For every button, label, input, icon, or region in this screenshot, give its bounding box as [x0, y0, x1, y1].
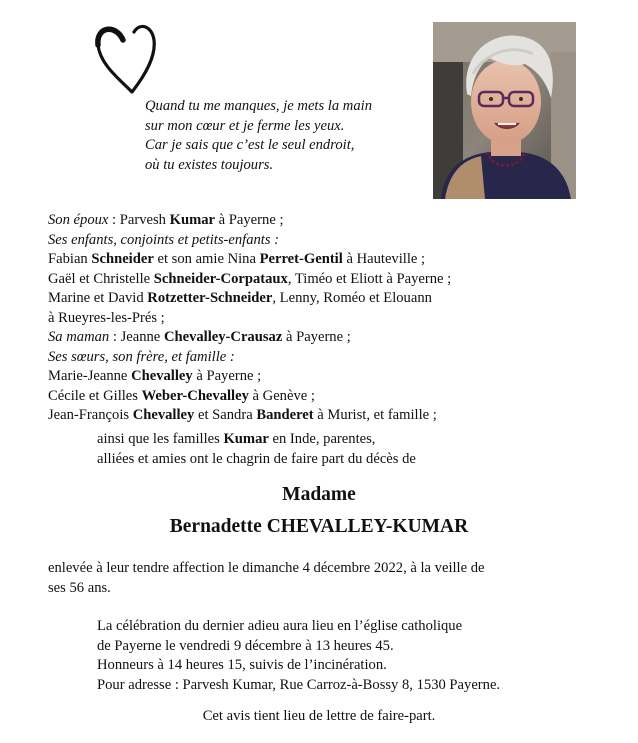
poem-line: Quand tu me manques, je mets la main [145, 98, 372, 114]
surname: Schneider-Corpataux [153, 270, 288, 287]
surname: Perret-Gentil [259, 251, 343, 267]
family-line [48, 270, 451, 290]
text: à Murist, et famille ; [313, 407, 437, 423]
deceased-name: Bernadette CHEVALLEY-KUMAR [169, 516, 469, 537]
ceremony-line: Honneurs à 14 heures 15, suivis de l’incinération. [97, 657, 387, 673]
text: et Sandra [194, 407, 257, 423]
surname: Chevalley [131, 368, 193, 384]
text: à Genève ; [248, 387, 315, 404]
family-line: à Rueyres-les-Prés ; [48, 309, 165, 326]
ceremony-line: Pour adresse : Parvesh Kumar, Rue Carroz-à-Bossy 8, 1530 Payerne. [97, 676, 501, 693]
text: ainsi que les familles [97, 431, 224, 447]
family-line [48, 387, 451, 407]
text: et son amie Nina [153, 251, 260, 267]
text: Marine et David [48, 290, 148, 306]
surname: Rotzetter-Schneider [147, 290, 273, 306]
ceremony-line: de Payerne le vendredi 9 décembre à 13 heures 45. [97, 637, 394, 654]
text: à Payerne ; [215, 212, 284, 228]
family-line-mother [48, 328, 451, 348]
family-line [48, 406, 451, 426]
family-line-siblings-heading: Ses sœurs, son frère, et famille : [48, 348, 235, 365]
text: , Timéo et Eliott à Payerne ; [287, 270, 452, 287]
text: Jean-François [48, 407, 133, 423]
surname: Kumar [169, 212, 216, 228]
text: : Jeanne [109, 329, 164, 345]
text: , Lenny, Roméo et Elouann [272, 290, 432, 306]
family-line [48, 367, 451, 387]
family-line-spouse [48, 211, 451, 231]
surname: Banderet [256, 407, 314, 423]
text: Marie-Jeanne [48, 368, 132, 384]
text: Gaël et Christelle [48, 270, 154, 287]
closing-note: Cet avis tient lieu de lettre de faire-part. [202, 708, 436, 724]
surname: Kumar [223, 431, 269, 447]
poem-line: sur mon cœur et je ferme les yeux. [145, 117, 345, 134]
poem [145, 97, 372, 175]
ceremony-paragraph [97, 617, 500, 695]
poem-line: Car je sais que c’est le seul endroit, [145, 137, 355, 153]
poem-line: où tu existes toujours. [145, 156, 274, 173]
text: Fabian [48, 251, 92, 267]
death-line: ses 56 ans. [48, 579, 111, 596]
heart-icon [92, 20, 158, 94]
family-line-children-heading: Ses enfants, conjoints et petits-enfants : [48, 231, 280, 248]
text: Cécile et Gilles [48, 387, 142, 404]
intro-paragraph [97, 430, 416, 469]
surname: Chevalley [132, 407, 195, 423]
intro-line: alliées et amies ont le chagrin de faire part du décès de [97, 450, 416, 467]
death-paragraph [48, 559, 485, 598]
family-list [48, 211, 451, 426]
role-label: Son époux [48, 212, 109, 228]
family-line [48, 250, 451, 270]
text: à Hauteville ; [342, 251, 426, 267]
text: en Inde, parentes, [268, 431, 376, 447]
text: à Payerne ; [192, 368, 262, 384]
family-line [48, 289, 451, 309]
portrait-photo [433, 22, 576, 199]
deceased-title: Madame [282, 484, 356, 505]
death-line: enlevée à leur tendre affection le dimanche 4 décembre 2022, à la veille de [48, 560, 485, 576]
intro-line [97, 430, 416, 450]
surname: Schneider [91, 251, 154, 267]
text: à Payerne ; [282, 329, 351, 345]
role-label: Sa maman [48, 329, 110, 345]
surname: Weber-Chevalley [141, 387, 249, 404]
ceremony-line: La célébration du dernier adieu aura lieu en l’église catholique [97, 618, 463, 634]
surname: Chevalley-Crausaz [163, 329, 283, 345]
text: : Parvesh [108, 212, 170, 228]
